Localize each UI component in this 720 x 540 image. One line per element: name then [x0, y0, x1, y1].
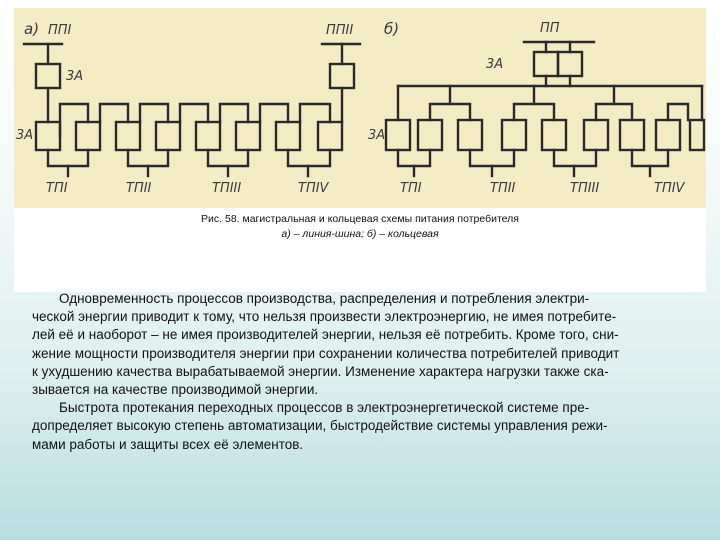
panel-b-label: б)	[384, 20, 400, 38]
rating-label-a1: 3А	[66, 69, 84, 84]
paragraph-1-line: зывается на качестве производимой энергии.	[32, 382, 319, 398]
substation-a1-label: ТПI	[46, 181, 68, 196]
substation-b2-label: ТПII	[490, 181, 516, 196]
source-1-label: ППI	[48, 23, 72, 38]
caption-subtitle: а) – линия-шина; б) – кольцевая	[281, 228, 439, 240]
figure-caption	[14, 208, 706, 292]
source-2-label: ППII	[326, 23, 354, 38]
substation-a4-label: ТПIV	[298, 181, 329, 196]
paragraph-1-line: Одновременность процессов производства, распределения и потребления электри-	[59, 291, 590, 306]
paragraph-2-line: мами работы и защиты всех её элементов.	[32, 436, 304, 452]
substation-a2-label: ТПII	[126, 181, 152, 196]
substation-b1-label: ТПI	[400, 181, 422, 196]
paragraph-1-line: лей её и наоборот – не имея производителей энергии, нельзя её потребить. Кроме того, сни-	[32, 327, 619, 343]
panel-a-label: а)	[24, 20, 40, 38]
paragraph-2-line: допределяет высокую степень автоматизации, быстродействие системы управления режи-	[32, 418, 608, 434]
body-text	[32, 290, 700, 454]
rating-label-b2: 3А	[368, 128, 386, 143]
scheme-a-linebus	[24, 44, 360, 176]
paragraph-1-line: жение мощности производителя энергии при сохранении количества потребителей приводит	[32, 345, 620, 361]
source-b-label: ПП	[540, 21, 560, 36]
paragraph-1-line: к ухудшению качества вырабатываемой энергии. Изменение характера нагрузки также ска-	[32, 363, 609, 379]
substation-b4-label: ТПIV	[654, 181, 685, 196]
rating-label-b1: 3А	[486, 57, 504, 72]
paragraph-2-line: Быстрота протекания переходных процессов в электроэнергетической системе пре-	[59, 400, 590, 416]
substation-a3-label: ТПIII	[212, 181, 242, 196]
scheme-b-ring	[386, 42, 704, 176]
rating-label-a2: 3А	[16, 128, 34, 143]
power-supply-schemes-diagram	[14, 8, 706, 208]
paragraph-1-line: ческой энергии приводит к тому, что нельзя произвести электроэнергию, не имея потребите-	[32, 309, 617, 325]
substation-b3-label: ТПIII	[570, 181, 600, 196]
caption-title: Рис. 58. магистральная и кольцевая схемы питания потребителя	[201, 213, 519, 225]
scheme-figure	[14, 8, 706, 208]
